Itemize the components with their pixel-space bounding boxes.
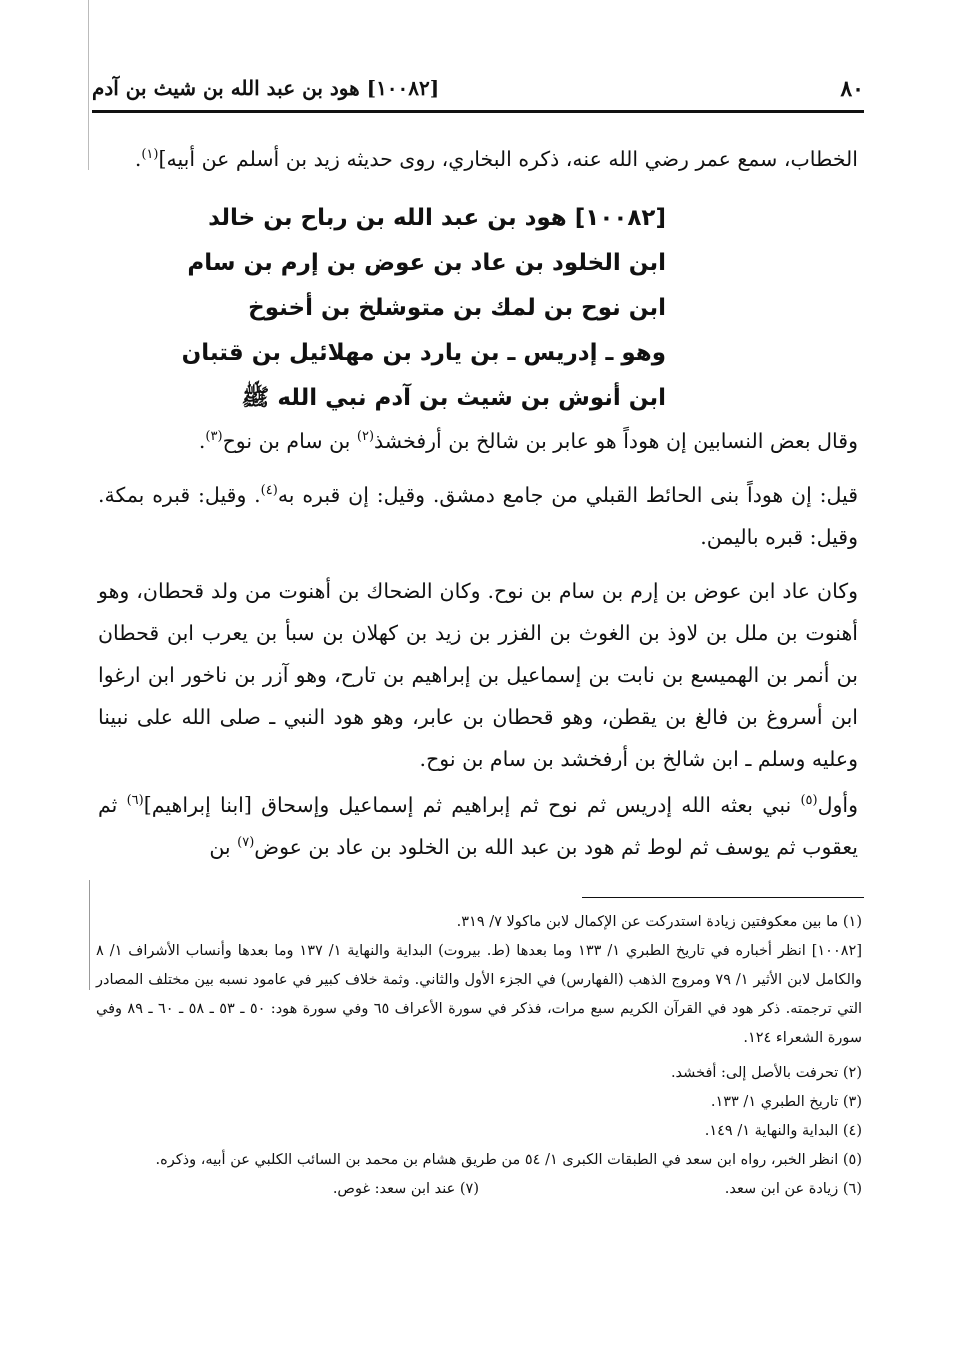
footnote: (٣) تاريخ الطبري ١/ ١٣٣. (710, 1094, 862, 1110)
footnote-ref: (٥) (800, 793, 818, 809)
scan-artifact (89, 880, 90, 990)
scan-artifact (88, 0, 89, 170)
page-number: ٨٠ (840, 76, 864, 102)
footnote: (٤) البداية والنهاية ١/ ١٤٩. (704, 1123, 862, 1139)
paragraph-text: نبي بعثه الله إدريس ثم نوح ثم إبراهيم ثم إسماعيل وإسحاق [ابنا إبراهيم] (143, 793, 801, 817)
page-header (92, 68, 864, 112)
title-line: ابن أنوش بن شيث بن آدم نبي الله ﷺ (241, 385, 666, 411)
footnote: (٧) عند ابن سعد: غوص. (332, 1181, 479, 1197)
footnote-ref: (٦) (126, 793, 144, 809)
footnote-ref: (٣) (205, 429, 223, 445)
paragraph-4 (98, 570, 858, 780)
paragraph-text: وكان عاد ابن عوض بن إرم بن سام بن نوح. وكان الضحاك بن أهنوت من ولد قحطان، وهو أهنوت بن ملل بن لاوذ بن الغوث بن الفزر بن زيد بن كهلان بن سبأ بن يعرب ابن قحطان بن أنمر بن الهميسع بن نابت بن إسماعيل بن إبراهيم بن تارح، وهو آزر بن ناخور ابن ارغوا ابن أسروغ بن فالغ بن يقطن، وهو قحطان بن عابر، وهو هود النبي ـ صلى الله على نبينا وعليه وسلم ـ ابن شالخ بن أرفخشد بن سام بن نوح. (98, 579, 858, 771)
paragraph-3 (98, 474, 858, 558)
paragraph-text: الخطاب، سمع عمر رضي الله عنه، ذكره البخاري، روى حديثه زيد بن أسلم عن أبيه] (158, 147, 858, 171)
paragraph-2 (98, 420, 858, 462)
footnote-ref: (٧) (237, 835, 255, 851)
header-rule (92, 110, 864, 113)
paragraph-text: . وقيل: قبره بمكة. وقيل: قبره باليمن. (98, 483, 858, 549)
entry-title (181, 196, 666, 421)
footnote: (٦) زيادة عن ابن سعد. (724, 1181, 862, 1197)
footnote-rule (582, 897, 864, 898)
paragraph-text: بن سام بن نوح (222, 429, 357, 453)
footnote-ref: (٤) (260, 483, 278, 499)
footnote: (٢) تحرفت بالأصل إلى: أفخشد. (670, 1065, 862, 1081)
footnote-row (96, 1175, 862, 1204)
title-line: ابن الخلود بن عاد بن عوض بن إرم بن سام (187, 250, 666, 276)
paragraph-text: بن (209, 835, 238, 859)
paragraph-text: ثم يعقوب ثم يوسف ثم لوط ثم هود بن عبد الله بن الخلود بن عاد بن عوض (98, 793, 858, 859)
paragraph-5 (98, 784, 858, 868)
footnote-ref: (١) (141, 147, 159, 163)
footnote: (١) ما بين معكوفتين زيادة استدركت عن الإكمال لابن ماكولا ٧/ ٣١٩. (456, 914, 862, 930)
title-line: [١٠٠٨٢] هود بن عبد الله بن رباح بن خالد (208, 205, 666, 231)
footnote-ref: (٢) (356, 429, 375, 445)
title-line: ابن نوح بن لمك بن متوشلخ بن أخنوخ (248, 295, 666, 321)
paragraph-1 (98, 138, 858, 180)
paragraph-text: . (134, 147, 142, 171)
paragraph-text: وقال بعض النسابين إن هوداً هو عابر بن شالخ بن أرفخشذ (374, 429, 858, 453)
footnotes (96, 908, 862, 1204)
paragraph-text: وأول (817, 793, 858, 817)
paragraph-text: قيل: إن هوداً بنى الحائط القبلي من جامع دمشق. وقيل: إن قبره به (277, 483, 858, 507)
footnote-entry-sources: [١٠٠٨٢] انظر أخباره في تاريخ الطبري ١/ ١٣٣ وما بعدها (ط. بيروت) البداية والنهاية ١/ ١٣٧ وما بعدها وأنساب الأشراف ١/ ٨ والكامل لابن الأثير ١/ ٧٩ ومروج الذهب (الفهارس) في الجزء الأول والثاني. وثمة خلاف كبير في عامود نسبه بين مختلف المصادر التي ترجمته. ذكر هود في القرآن الكريم سبع مرات، فذكر في سورة الأعراف ٦٥ وفي سورة هود: ٥٠ ـ ٥٣ ـ ٥٨ ـ ٦٠ ـ ٨٩ وفي سورة الشعراء ١٢٤. (96, 943, 863, 1046)
title-line: وهو ـ إدريس ـ بن يارد بن مهلائيل بن قتبان (181, 340, 666, 366)
footnote: (٥) انظر الخبر، رواه ابن سعد في الطبقات الكبرى ١/ ٥٤ من طريق هشام بن محمد بن السائب الكلبي عن أبيه، وذكره. (155, 1152, 862, 1168)
paragraph-text: . (198, 429, 206, 453)
running-head: [١٠٠٨٢] هود بن عبد الله بن شيث بن آدم (92, 76, 440, 100)
